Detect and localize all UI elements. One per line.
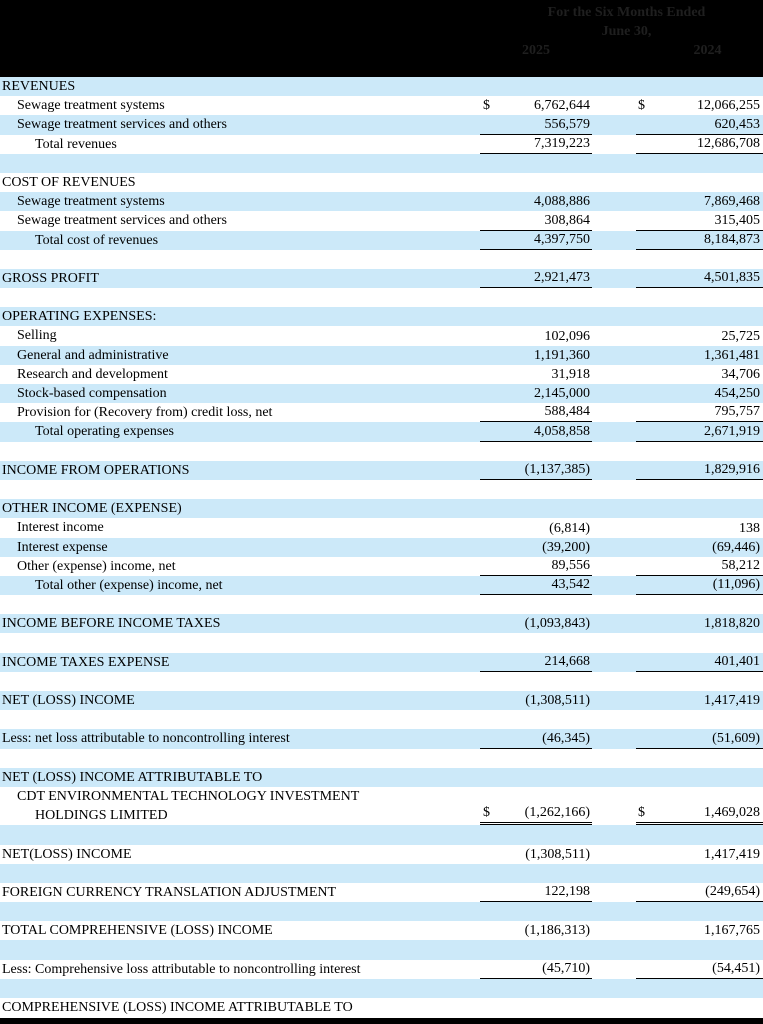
amount: (1,308,511)	[525, 846, 590, 862]
spacer-row	[0, 825, 763, 844]
row-label: INCOME FROM OPERATIONS	[2, 462, 190, 478]
row-label: Sewage treatment services and others	[17, 213, 227, 229]
row-label: COST OF REVENUES	[2, 174, 136, 190]
amount: (1,308,511)	[525, 693, 590, 709]
value-cell-2025	[480, 768, 592, 787]
table-row	[0, 77, 763, 96]
value-cell-2025	[480, 326, 592, 345]
value-cell-2024	[636, 269, 763, 288]
table-row	[0, 787, 763, 825]
spacer-row	[0, 250, 763, 269]
column-gap	[592, 326, 636, 345]
statement-table	[0, 77, 763, 1017]
amount: (1,093,843)	[524, 616, 590, 632]
amount: 308,864	[544, 212, 590, 228]
value-cell-2024	[636, 231, 763, 250]
column-gap	[592, 614, 636, 633]
table-row	[0, 461, 763, 480]
amount: (54,451)	[712, 960, 760, 976]
amount: 315,405	[714, 212, 760, 228]
period-heading	[490, 3, 763, 41]
value-cell-2025	[480, 384, 592, 403]
spacer-row	[0, 633, 763, 652]
row-label	[0, 787, 480, 825]
amount: 58,212	[721, 557, 760, 573]
column-gap	[592, 231, 636, 250]
table-row	[0, 115, 763, 134]
value-cell-2025	[480, 557, 592, 576]
spacer-row	[0, 480, 763, 499]
amount: 1,417,419	[704, 693, 760, 709]
column-gap	[592, 576, 636, 595]
amount: (69,446)	[712, 539, 760, 555]
row-label: General and administrative	[17, 347, 169, 363]
value-cell-2025	[480, 211, 592, 230]
row-label: INCOME TAXES EXPENSE	[2, 654, 170, 670]
column-gap	[592, 768, 636, 787]
column-gap	[592, 921, 636, 940]
amount: 43,542	[551, 577, 590, 593]
value-cell-2024	[636, 883, 763, 902]
row-label: FOREIGN CURRENCY TRANSLATION ADJUSTMENT	[2, 884, 337, 900]
value-cell-2024	[636, 653, 763, 672]
row-label: Sewage treatment systems	[17, 98, 165, 114]
table-row	[0, 307, 763, 326]
table-row	[0, 538, 763, 557]
amount: (11,096)	[712, 577, 760, 593]
table-row	[0, 403, 763, 422]
column-gap	[592, 998, 636, 1017]
column-gap	[592, 192, 636, 211]
row-label: Sewage treatment services and others	[17, 117, 227, 133]
value-cell-2025	[480, 921, 592, 940]
value-cell-2024	[636, 576, 763, 595]
value-cell-2025	[480, 499, 592, 518]
value-cell-2025	[480, 231, 592, 250]
value-cell-2024	[636, 845, 763, 864]
row-label: Total other (expense) income, net	[35, 577, 223, 593]
value-cell-2024	[636, 614, 763, 633]
spacer-row	[0, 749, 763, 768]
amount: (249,654)	[705, 884, 760, 900]
amount: 4,058,858	[534, 423, 590, 439]
dollar-sign: $	[483, 805, 490, 821]
table-row	[0, 384, 763, 403]
amount: 7,869,468	[704, 194, 760, 210]
row-label: GROSS PROFIT	[2, 270, 99, 286]
column-gap	[592, 135, 636, 154]
value-cell-2024	[636, 998, 763, 1017]
column-gap	[592, 538, 636, 557]
value-cell-2025	[480, 422, 592, 441]
value-cell-2024	[636, 557, 763, 576]
amount: 34,706	[721, 367, 760, 382]
column-gap	[592, 96, 636, 115]
amount: 2,921,473	[534, 270, 590, 286]
row-label: Selling	[17, 328, 57, 344]
amount: (1,262,166)	[524, 805, 590, 821]
amount: (45,710)	[542, 960, 590, 976]
value-cell-2025	[480, 845, 592, 864]
amount: 1,829,916	[704, 461, 760, 477]
amount: 4,501,835	[704, 270, 760, 286]
value-cell-2025	[480, 729, 592, 748]
table-row	[0, 576, 763, 595]
value-cell-2025	[480, 269, 592, 288]
dollar-sign: $	[638, 98, 645, 114]
table-row	[0, 499, 763, 518]
amount: 89,556	[551, 557, 590, 573]
value-cell-2025	[480, 96, 592, 115]
value-cell-2024	[636, 135, 763, 154]
value-cell-2025	[480, 538, 592, 557]
row-label: Less: Comprehensive loss attributable to noncontrolling interest	[2, 961, 361, 977]
spacer-row	[0, 288, 763, 307]
value-cell-2024	[636, 960, 763, 979]
value-cell-2025	[480, 883, 592, 902]
amount: 4,397,750	[534, 231, 590, 247]
value-cell-2024	[636, 307, 763, 326]
value-cell-2024	[636, 768, 763, 787]
table-row	[0, 346, 763, 365]
amount: 1,361,481	[704, 347, 760, 363]
row-label: Research and development	[17, 366, 168, 382]
amount: 138	[739, 520, 760, 536]
row-label: Total operating expenses	[35, 424, 174, 440]
amount: 12,686,708	[697, 135, 760, 151]
column-header-year-2: 2024	[693, 43, 722, 58]
value-cell-2025	[480, 403, 592, 422]
row-label-line: HOLDINGS LIMITED	[35, 808, 168, 824]
column-gap	[592, 729, 636, 748]
row-label: Stock-based compensation	[17, 386, 167, 401]
table-row	[0, 729, 763, 748]
column-gap	[592, 787, 636, 825]
amount: 1,167,765	[704, 923, 760, 939]
spacer-row	[0, 979, 763, 998]
table-row	[0, 960, 763, 979]
row-label: NET (LOSS) INCOME ATTRIBUTABLE TO	[2, 769, 263, 785]
column-gap	[592, 461, 636, 480]
table-row	[0, 614, 763, 633]
row-label: OTHER INCOME (EXPENSE)	[2, 501, 182, 517]
column-gap	[592, 557, 636, 576]
value-cell-2025	[480, 653, 592, 672]
amount: (6,814)	[549, 520, 590, 536]
value-cell-2024	[636, 729, 763, 748]
value-cell-2024	[636, 346, 763, 365]
value-cell-2025	[480, 77, 592, 96]
spacer-row	[0, 710, 763, 729]
amount: 1,191,360	[534, 347, 590, 363]
value-cell-2024	[636, 115, 763, 134]
amount: (1,186,313)	[524, 923, 590, 939]
row-label: REVENUES	[2, 79, 76, 94]
value-cell-2024	[636, 461, 763, 480]
amount: 122,198	[544, 884, 590, 900]
value-cell-2025	[480, 787, 592, 825]
row-label: Interest expense	[17, 539, 108, 555]
row-label: Sewage treatment systems	[17, 194, 165, 210]
value-cell-2024	[636, 518, 763, 537]
value-cell-2025	[480, 365, 592, 384]
table-row	[0, 135, 763, 154]
table-header	[0, 0, 763, 77]
column-gap	[592, 269, 636, 288]
value-cell-2024	[636, 211, 763, 230]
row-label: Other (expense) income, net	[17, 558, 176, 574]
amount: 31,918	[551, 367, 590, 382]
table-row	[0, 192, 763, 211]
column-gap	[592, 77, 636, 96]
row-label: NET(LOSS) INCOME	[2, 846, 132, 862]
column-gap	[592, 211, 636, 230]
table-row	[0, 173, 763, 192]
spacer-row	[0, 595, 763, 614]
bottom-page-border	[0, 1018, 763, 1024]
amount: 6,762,644	[534, 98, 590, 114]
column-gap	[592, 691, 636, 710]
amount: 401,401	[714, 653, 760, 669]
column-header-year-1: 2025	[522, 43, 550, 58]
amount: 2,671,919	[704, 423, 760, 439]
value-cell-2025	[480, 960, 592, 979]
table-row	[0, 269, 763, 288]
dollar-sign: $	[483, 98, 490, 114]
column-gap	[592, 346, 636, 365]
column-gap	[592, 499, 636, 518]
value-cell-2024	[636, 192, 763, 211]
table-row	[0, 422, 763, 441]
value-cell-2024	[636, 538, 763, 557]
amount: 588,484	[544, 404, 590, 420]
amount: 8,184,873	[704, 231, 760, 247]
spacer-row	[0, 154, 763, 173]
table-row	[0, 691, 763, 710]
amount: 1,469,028	[704, 805, 760, 821]
row-label: Total cost of revenues	[35, 232, 159, 248]
table-row	[0, 768, 763, 787]
amount: 1,417,419	[704, 846, 760, 862]
amount: 7,319,223	[534, 135, 590, 151]
value-cell-2024	[636, 921, 763, 940]
amount: 2,145,000	[534, 386, 590, 402]
value-cell-2025	[480, 346, 592, 365]
amount: 214,668	[544, 653, 590, 669]
value-cell-2025	[480, 614, 592, 633]
table-row	[0, 96, 763, 115]
table-row	[0, 211, 763, 230]
value-cell-2025	[480, 307, 592, 326]
value-cell-2024	[636, 403, 763, 422]
table-row	[0, 557, 763, 576]
column-gap	[592, 115, 636, 134]
amount: 1,818,820	[704, 616, 760, 632]
spacer-row	[0, 864, 763, 883]
amount: 556,579	[544, 116, 590, 132]
value-cell-2025	[480, 135, 592, 154]
row-label-line: CDT ENVIRONMENTAL TECHNOLOGY INVESTMENT	[17, 788, 360, 804]
column-gap	[592, 960, 636, 979]
column-gap	[592, 307, 636, 326]
amount: (51,609)	[712, 730, 760, 746]
column-gap	[592, 384, 636, 403]
value-cell-2025	[480, 576, 592, 595]
table-row	[0, 231, 763, 250]
dollar-sign: $	[638, 805, 645, 821]
table-row	[0, 518, 763, 537]
row-label: Less: net loss attributable to noncontrolling interest	[2, 731, 290, 747]
amount: 12,066,255	[697, 98, 760, 114]
amount: (1,137,385)	[524, 461, 590, 477]
value-cell-2025	[480, 998, 592, 1017]
column-gap	[592, 422, 636, 441]
value-cell-2024	[636, 384, 763, 403]
value-cell-2025	[480, 173, 592, 192]
table-row	[0, 845, 763, 864]
value-cell-2024	[636, 77, 763, 96]
amount: (46,345)	[542, 730, 590, 746]
table-row	[0, 998, 763, 1017]
value-cell-2025	[480, 691, 592, 710]
row-label: NET (LOSS) INCOME	[2, 693, 135, 708]
table-row	[0, 653, 763, 672]
value-cell-2024	[636, 787, 763, 825]
column-gap	[592, 883, 636, 902]
value-cell-2024	[636, 365, 763, 384]
column-gap	[592, 653, 636, 672]
value-cell-2024	[636, 691, 763, 710]
row-label: Interest income	[17, 520, 104, 536]
value-cell-2025	[480, 461, 592, 480]
amount: 620,453	[714, 116, 760, 132]
table-row	[0, 326, 763, 345]
value-cell-2025	[480, 518, 592, 537]
amount: 102,096	[544, 328, 590, 344]
period-line-1: For the Six Months Ended	[547, 5, 706, 20]
amount: 25,725	[721, 328, 760, 344]
row-label: TOTAL COMPREHENSIVE (LOSS) INCOME	[2, 923, 273, 939]
amount: 795,757	[714, 404, 760, 420]
table-row	[0, 921, 763, 940]
column-gap	[592, 365, 636, 384]
amount: 454,250	[714, 386, 760, 402]
table-row	[0, 365, 763, 384]
row-label: OPERATING EXPENSES:	[2, 309, 157, 325]
column-gap	[592, 845, 636, 864]
row-label: INCOME BEFORE INCOME TAXES	[2, 616, 221, 632]
value-cell-2025	[480, 192, 592, 211]
value-cell-2024	[636, 499, 763, 518]
row-label: Total revenues	[35, 136, 117, 152]
column-gap	[592, 403, 636, 422]
value-cell-2025	[480, 115, 592, 134]
value-cell-2024	[636, 96, 763, 115]
spacer-row	[0, 442, 763, 461]
table-row	[0, 883, 763, 902]
spacer-row	[0, 940, 763, 959]
amount: (39,200)	[542, 539, 590, 555]
value-cell-2024	[636, 173, 763, 192]
period-line-2: June 30,	[601, 24, 652, 39]
spacer-row	[0, 902, 763, 921]
spacer-row	[0, 672, 763, 691]
value-cell-2024	[636, 326, 763, 345]
row-label: Provision for (Recovery from) credit loss, net	[17, 405, 273, 421]
column-gap	[592, 518, 636, 537]
row-label: COMPREHENSIVE (LOSS) INCOME ATTRIBUTABLE TO	[2, 1000, 353, 1016]
column-gap	[592, 173, 636, 192]
value-cell-2024	[636, 422, 763, 441]
amount: 4,088,886	[534, 194, 590, 210]
